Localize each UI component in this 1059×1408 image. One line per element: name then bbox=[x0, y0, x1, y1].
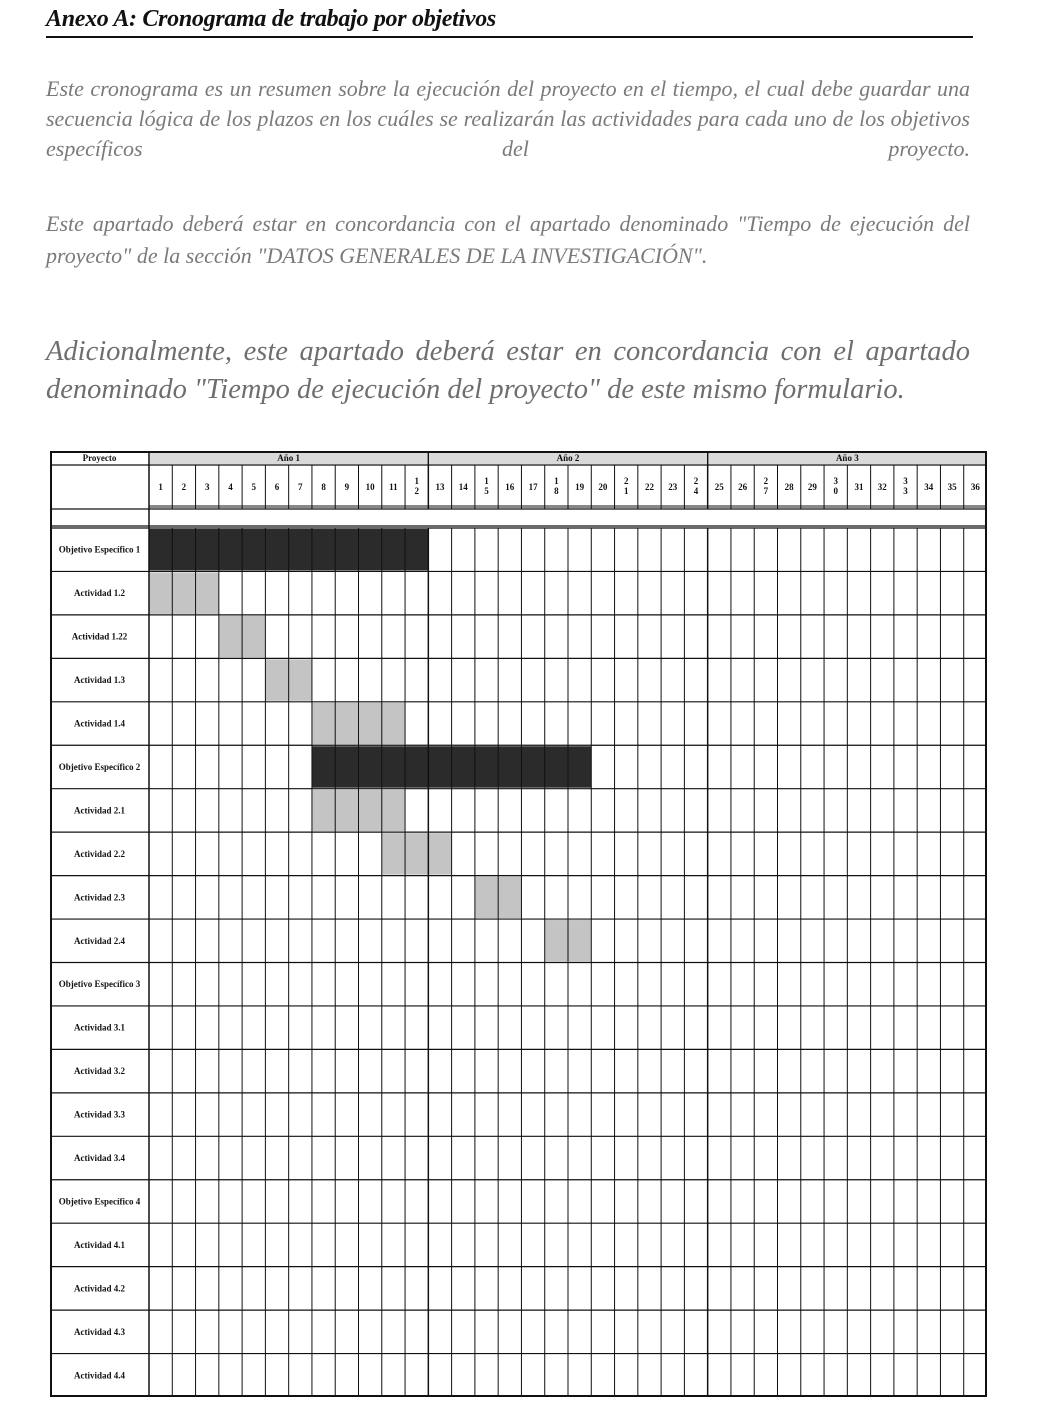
month-label: 14 bbox=[458, 482, 468, 492]
month-label: 20 bbox=[598, 482, 608, 492]
month-label: 3 0 bbox=[833, 476, 838, 496]
concordance-line-2: proyecto" de la sección "DATOS GENERALES DE LA INVESTIGACIÓN". bbox=[46, 243, 708, 268]
year-label: Año 2 bbox=[556, 453, 580, 463]
month-label: 4 bbox=[228, 482, 233, 492]
activity-label: Actividad 4.1 bbox=[73, 1239, 126, 1250]
activity-label: Actividad 4.4 bbox=[73, 1370, 126, 1381]
intro-paragraph bbox=[46, 74, 970, 164]
corner-label: Proyecto bbox=[82, 453, 117, 463]
month-label: 3 3 bbox=[903, 476, 908, 496]
concordance-line-1: Este apartado deberá estar en concordancia con el apartado denominado "Tiempo de ejecución del bbox=[46, 211, 970, 236]
heading-rule bbox=[46, 4, 973, 38]
intro-line-1: Este cronograma es un resumen sobre la ejecución del proyecto en el tiempo, el cual debe guardar una bbox=[46, 76, 970, 101]
concordance-paragraph bbox=[46, 208, 970, 272]
activity-label: Actividad 4.2 bbox=[73, 1283, 126, 1294]
additional-paragraph bbox=[46, 333, 970, 409]
activity-label: Actividad 1.2 bbox=[73, 588, 126, 599]
month-label: 1 5 bbox=[484, 476, 489, 496]
month-label: 36 bbox=[970, 482, 980, 492]
month-label: 9 bbox=[344, 482, 350, 492]
month-label: 2 4 bbox=[693, 476, 699, 496]
objective-label: Objetivo Específico 1 bbox=[58, 544, 141, 555]
year-label: Año 3 bbox=[835, 453, 859, 463]
activity-label: Actividad 1.22 bbox=[71, 631, 128, 642]
month-label: 3 bbox=[204, 482, 210, 492]
activity-label: Actividad 2.1 bbox=[73, 805, 126, 816]
activity-label: Actividad 3.3 bbox=[73, 1109, 126, 1120]
month-label: 8 bbox=[321, 482, 326, 492]
activity-label: Actividad 3.4 bbox=[73, 1153, 126, 1164]
intro-line-3: específicos del proyecto. bbox=[46, 136, 970, 161]
month-label: 32 bbox=[877, 482, 887, 492]
activity-label: Actividad 3.2 bbox=[73, 1066, 126, 1077]
month-label: 34 bbox=[924, 482, 934, 492]
objective-label: Objetivo Específico 3 bbox=[58, 979, 141, 990]
activity-label: Actividad 2.2 bbox=[73, 848, 126, 859]
month-label: 26 bbox=[738, 482, 748, 492]
month-label: 6 bbox=[274, 482, 280, 492]
month-label: 29 bbox=[807, 482, 817, 492]
activity-label: Actividad 3.1 bbox=[73, 1022, 126, 1033]
month-label: 35 bbox=[947, 482, 957, 492]
activity-label: Actividad 4.3 bbox=[73, 1326, 126, 1337]
objective-label: Objetivo Específico 2 bbox=[58, 761, 141, 772]
activity-label: Actividad 2.3 bbox=[73, 892, 126, 903]
activity-label: Actividad 2.4 bbox=[73, 935, 126, 946]
month-label: 25 bbox=[714, 482, 724, 492]
objective-label: Objetivo Específico 4 bbox=[58, 1196, 141, 1207]
month-label: 10 bbox=[365, 482, 375, 492]
additional-line-1: Adicionalmente, este apartado deberá estar en concordancia con el apartado bbox=[46, 336, 970, 367]
gantt-frame bbox=[50, 451, 987, 1397]
month-label: 5 bbox=[251, 482, 256, 492]
month-label: 1 8 bbox=[554, 476, 559, 496]
month-label: 13 bbox=[435, 482, 445, 492]
month-label: 22 bbox=[644, 482, 654, 492]
month-label: 1 2 bbox=[414, 476, 419, 496]
intro-line-2: secuencia lógica de los plazos en los cuáles se realizarán las actividades para cada uno de los objetivos bbox=[46, 106, 970, 131]
month-label: 17 bbox=[528, 482, 538, 492]
month-label: 2 bbox=[181, 482, 187, 492]
month-label: 2 7 bbox=[763, 476, 769, 496]
additional-line-2: denominado "Tiempo de ejecución del proyecto" de este mismo formulario. bbox=[46, 374, 905, 405]
month-label: 11 bbox=[389, 482, 398, 492]
activity-label: Actividad 1.4 bbox=[73, 718, 126, 729]
document-heading: Anexo A: Cronograma de trabajo por objetivos bbox=[46, 6, 496, 32]
month-label: 23 bbox=[668, 482, 678, 492]
month-label: 28 bbox=[784, 482, 794, 492]
month-label: 7 bbox=[298, 482, 303, 492]
month-label: 16 bbox=[505, 482, 515, 492]
activity-label: Actividad 1.3 bbox=[73, 675, 126, 686]
month-label: 1 bbox=[158, 482, 163, 492]
month-label: 31 bbox=[854, 482, 864, 492]
month-label: 2 1 bbox=[623, 476, 629, 496]
year-label: Año 1 bbox=[277, 453, 301, 463]
month-label: 19 bbox=[575, 482, 585, 492]
